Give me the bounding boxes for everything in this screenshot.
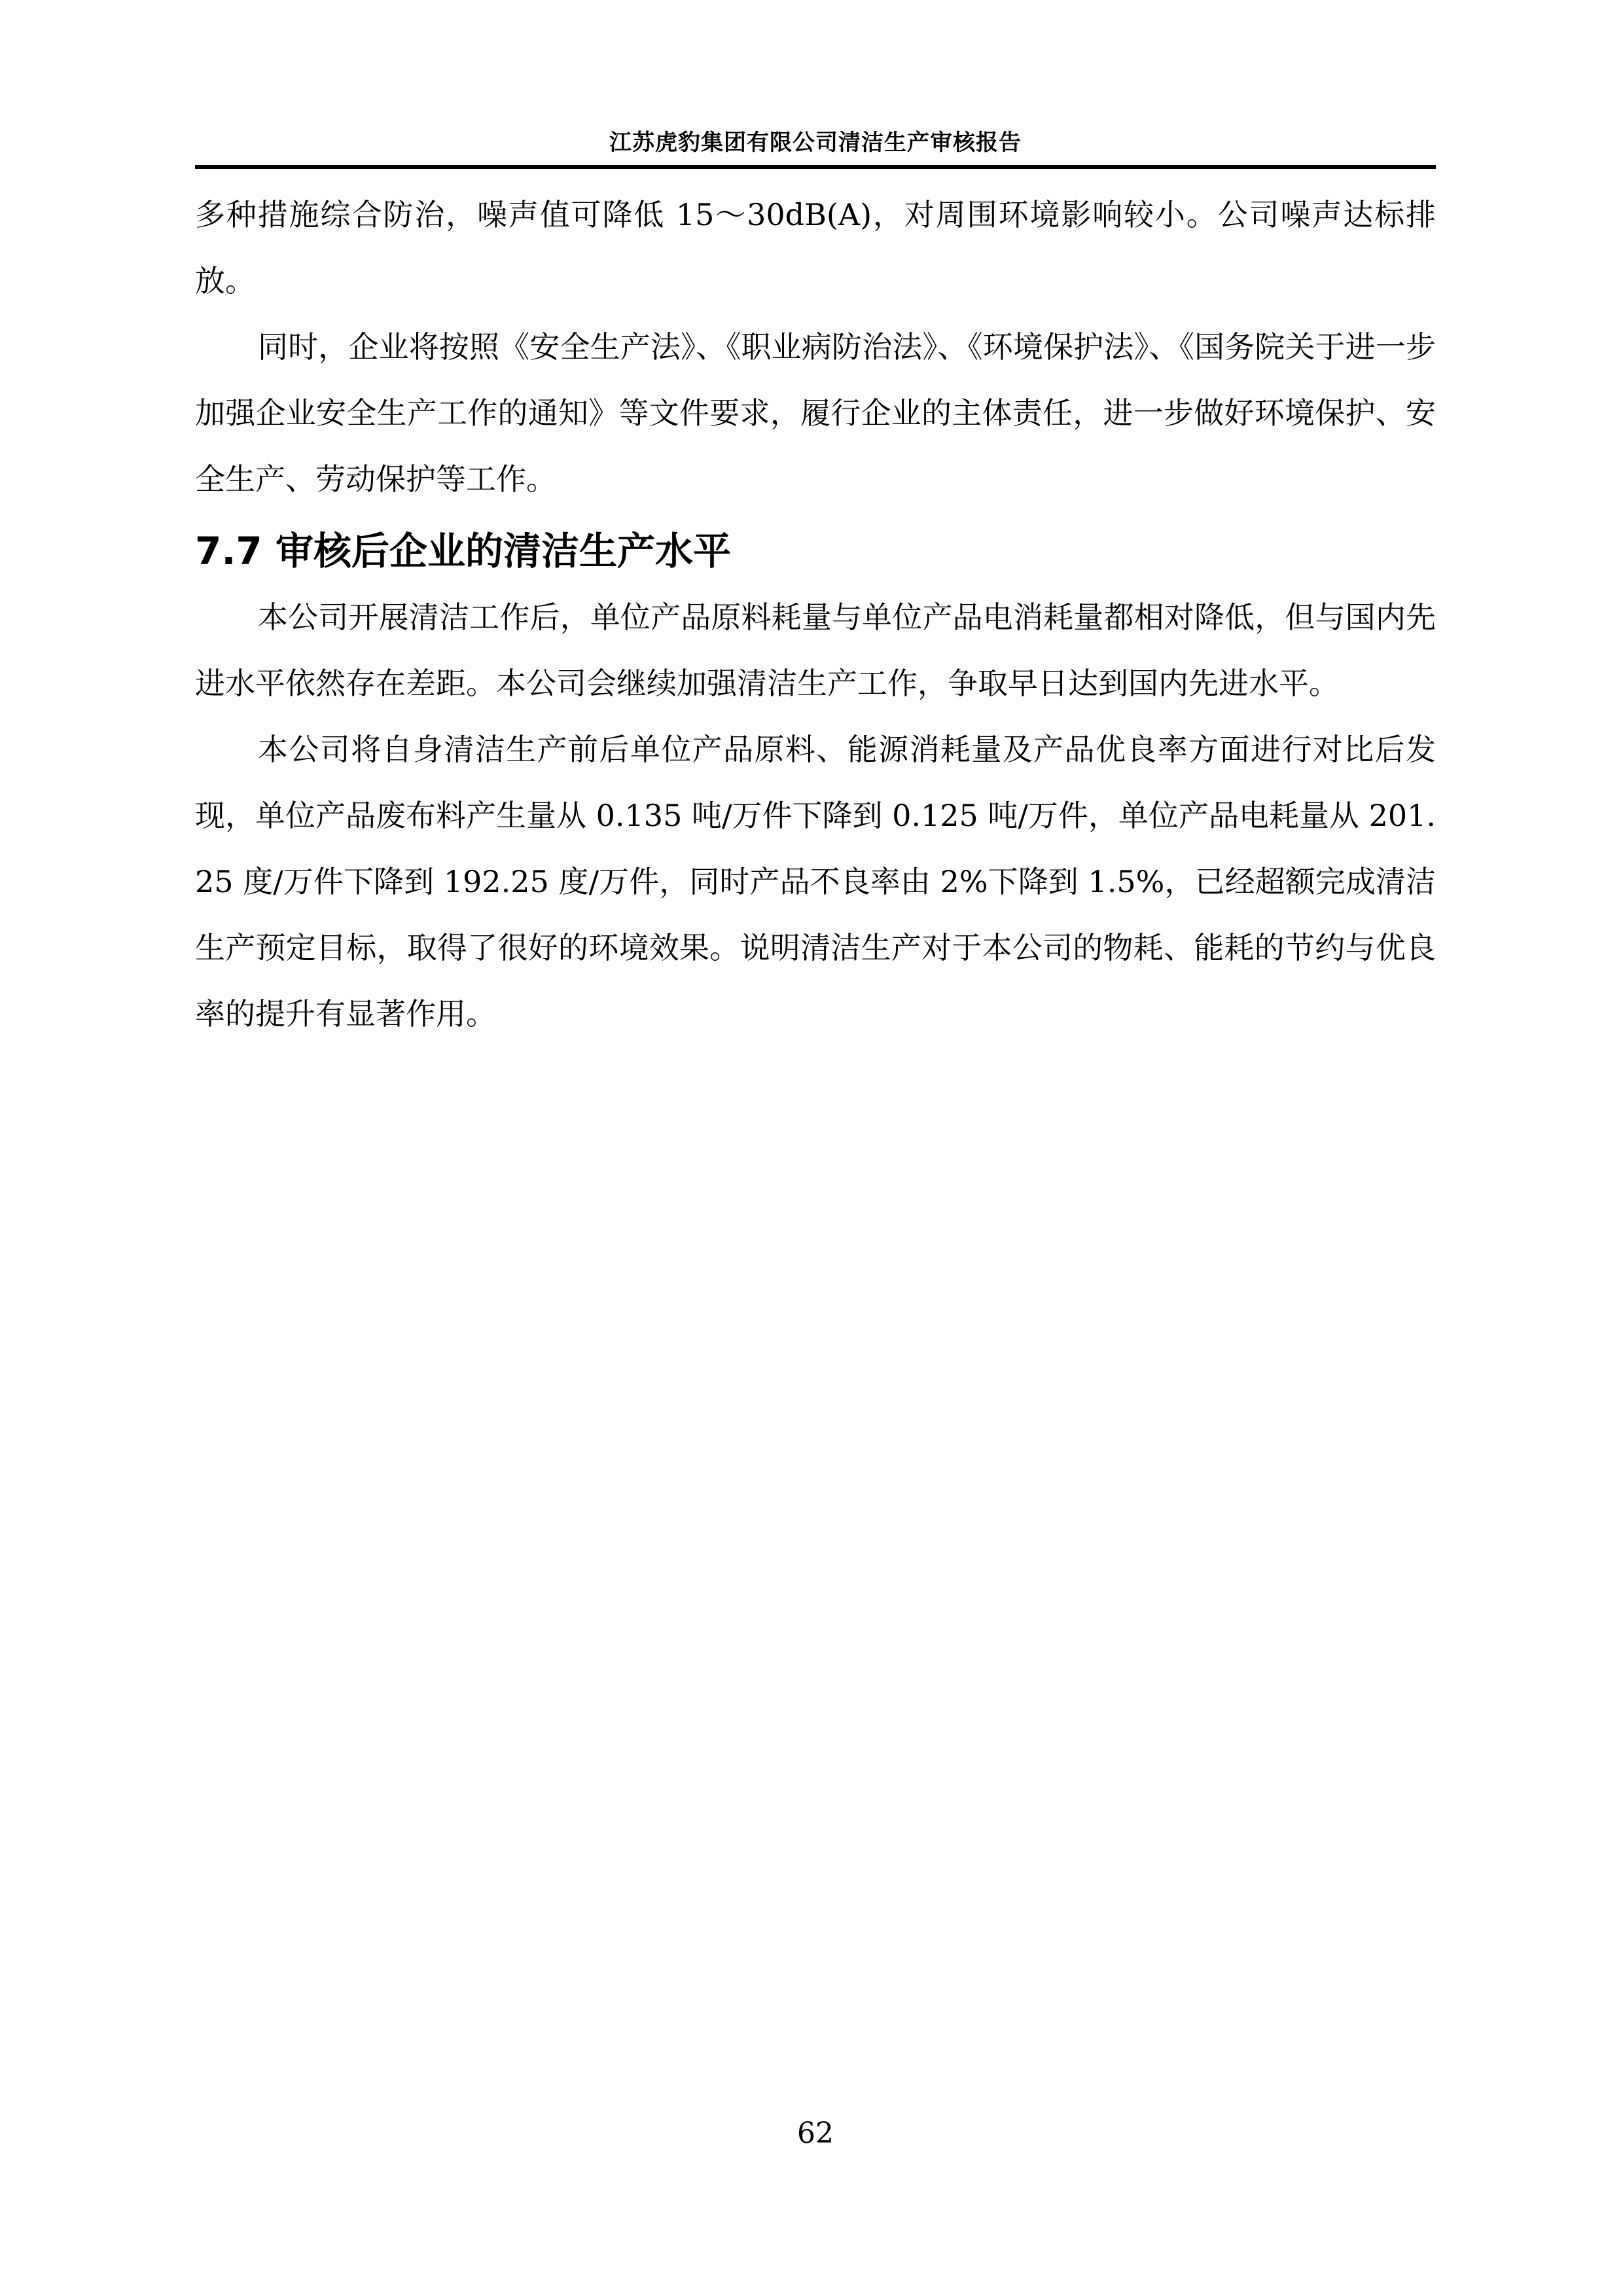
paragraph-comparison-results: 本公司将自身清洁生产前后单位产品原料、能源消耗量及产品优良率方面进行对比后发现，单位产品废布料产生量从 0.135 吨/万件下降到 0.125 吨/万件，单位产品电耗量从 201.25 度/万件下降到 192.25 度/万件，同时产品不良率由 2%下降到 1.5%，已经超额完成清洁生产预定目标，取得了很好的环境效果。说明清洁生产对于本公司的物耗、能耗的节约与优良率的提升有显著作用。 bbox=[195, 732, 1436, 1031]
page-body bbox=[195, 182, 1436, 1047]
paragraph-legal-compliance: 同时，企业将按照《安全生产法》、《职业病防治法》、《环境保护法》、《国务院关于进一步加强企业安全生产工作的通知》等文件要求，履行企业的主体责任，进一步做好环境保护、安全生产、劳动保护等工作。 bbox=[195, 329, 1436, 497]
paragraph-noise-control: 多种措施综合防治，噪声值可降低 15～30dB(A)，对周围环境影响较小。公司噪声达标排放。 bbox=[195, 197, 1436, 298]
header-divider bbox=[195, 165, 1436, 169]
paragraph-post-audit-level: 本公司开展清洁工作后，单位产品原料耗量与单位产品电消耗量都相对降低，但与国内先进水平依然存在差距。本公司会继续加强清洁生产工作，争取早日达到国内先进水平。 bbox=[195, 600, 1436, 701]
page-number: 62 bbox=[797, 2117, 834, 2150]
running-header-title: 江苏虎豹集团有限公司清洁生产审核报告 bbox=[609, 130, 1022, 156]
section-heading: 7.7 审核后企业的清洁生产水平 bbox=[195, 529, 731, 573]
